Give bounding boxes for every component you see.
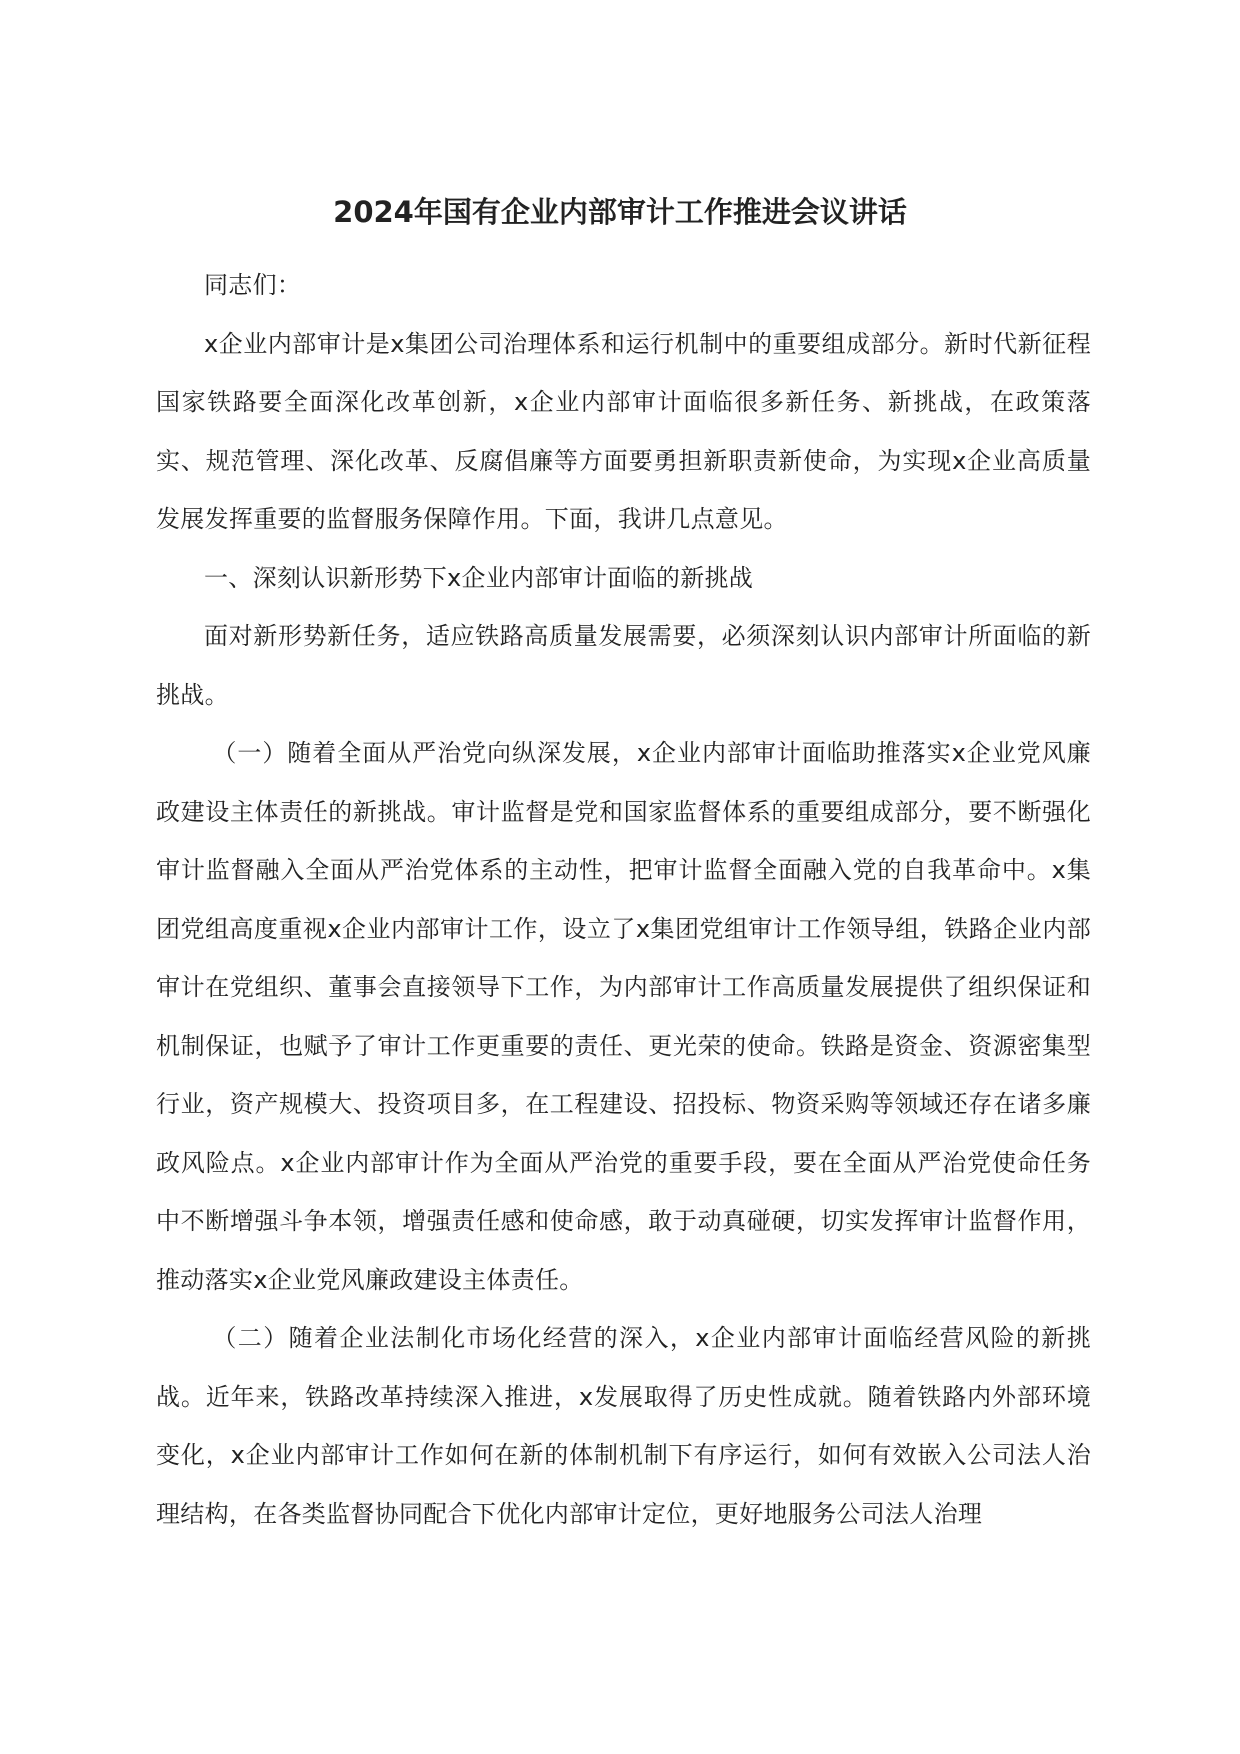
salutation-paragraph: 同志们： — [204, 271, 302, 299]
subsection-1-paragraph: （一）随着全面从严治党向纵深发展，x企业内部审计面临助推落实x企业党风廉政建设主体责任的新挑战。审计监督是党和国家监督体系的重要组成部分，要不断强化审计监督融入全面从严治党体系的主动性，把审计监督全面融入党的自我革命中。x集团党组高度重视x企业内部审计工作，设立了x集团党组审计工作领导组，铁路企业内部审计在党组织、董事会直接领导下工作，为内部审计工作高质量发展提供了组织保证和机制保证，也赋予了审计工作更重要的责任、更光荣的使命。铁路是资金、资源密集型行业，资产规模大、投资项目多，在工程建设、招投标、物资采购等领域还存在诸多廉政风险点。x企业内部审计作为全面从严治党的重要手段，要在全面从严治党使命任务中不断增强斗争本领，增强责任感和使命感，敢于动真碰硬，切实发挥审计监督作用，推动落实x企业党风廉政建设主体责任。 — [156, 739, 1091, 1294]
document-body — [156, 256, 1091, 1543]
intro-paragraph: x企业内部审计是x集团公司治理体系和运行机制中的重要组成部分。新时代新征程国家铁路要全面深化改革创新，x企业内部审计面临很多新任务、新挑战，在政策落实、规范管理、深化改革、反腐倡廉等方面要勇担新职责新使命，为实现x企业高质量发展发挥重要的监督服务保障作用。下面，我讲几点意见。 — [156, 329, 1091, 533]
section-1-paragraph: 面对新形势新任务，适应铁路高质量发展需要，必须深刻认识内部审计所面临的新挑战。 — [156, 622, 1091, 709]
subsection-2-paragraph: （二）随着企业法制化市场化经营的深入，x企业内部审计面临经营风险的新挑战。近年来，铁路改革持续深入推进，x发展取得了历史性成就。随着铁路内外部环境变化，x企业内部审计工作如何在新的体制机制下有序运行，如何有效嵌入公司法人治理结构，在各类监督协同配合下优化内部审计定位，更好地服务公司法人治理 — [156, 1324, 1091, 1528]
document-title: 2024年国有企业内部审计工作推进会议讲话 — [333, 195, 907, 229]
section-heading-1: 一、深刻认识新形势下x企业内部审计面临的新挑战 — [204, 563, 754, 592]
